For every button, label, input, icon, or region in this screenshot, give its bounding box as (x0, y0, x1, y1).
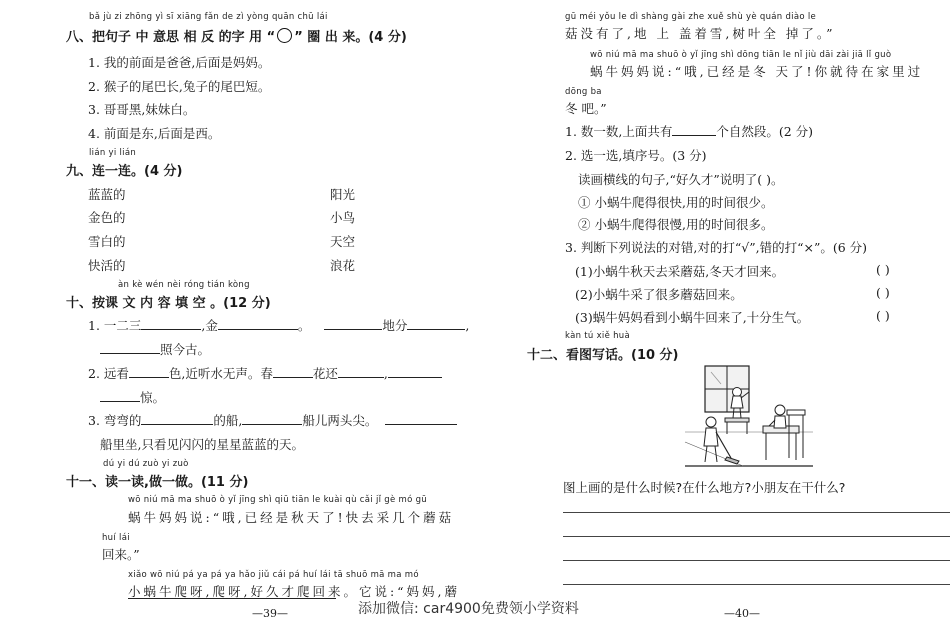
p3b-text: 冬 吧。” (565, 101, 607, 116)
s10-title: 十、按课 文 内 容 填 空 。(12 分) (66, 296, 271, 311)
blank-7[interactable] (273, 365, 313, 378)
s8-title-post: ” 圈 出 来。(4 分) (294, 30, 407, 45)
s11-p1b-pinyin: huí lái (102, 533, 130, 543)
s10-q3-b: 船儿两头尖。 (302, 413, 378, 428)
s12-pinyin: kàn tú xiě huà (565, 331, 630, 341)
classroom-cleaning-illustration (683, 362, 815, 470)
match-right-2: 小鸟 (330, 210, 356, 225)
s10-q1-d: , (465, 318, 470, 333)
s11-title: 十一、读一读,做一做。(11 分) (66, 475, 249, 490)
s8-item-2: 2. 猴子的尾巴长,兔子的尾巴短。 (88, 79, 271, 94)
s9-title: 九、连一连。(4 分) (66, 164, 183, 179)
s8-title-pre: 八、把句子 中 意思 相 反 的字 用 “ (66, 30, 276, 45)
q1-end: 个自然段。(2 分) (716, 124, 814, 139)
writing-line-3[interactable] (563, 560, 950, 561)
top-text: 菇没有了,地 上 盖着雪,树叶全 掉了。” (565, 26, 836, 41)
judge-2-answer[interactable]: ( ) (876, 285, 890, 300)
q2: 2. 选一选,填序号。(3 分) (565, 148, 707, 163)
s10-q3 (88, 411, 457, 429)
s10-q1-line2 (100, 340, 210, 358)
s10-q3-a: 的船, (213, 413, 243, 428)
left-page-number: —39— (252, 607, 288, 620)
match-left-2: 金色的 (88, 210, 126, 225)
blank-4[interactable] (407, 317, 465, 330)
s10-q1 (88, 316, 469, 334)
s8-item-3: 3. 哥哥黑,妹妹白。 (88, 102, 196, 117)
s11-p2-text: 小蜗牛爬呀,爬呀,好久才爬回来。它说:“妈妈,蘑 (128, 584, 461, 599)
judge-3: (3)蜗牛妈妈看到小蜗牛回来了,十分生气。 (575, 310, 810, 325)
s11-p1-pinyin: wō niú mā ma shuō ò yǐ jīng shì qiū tiān le kuài qù cǎi jǐ gè mó gū (128, 495, 427, 505)
s10-q1-b: 。 (297, 318, 311, 333)
watermark-text: 添加微信: car4900免费领小学资料 (358, 601, 579, 617)
s10-q1-a: ,金 (201, 318, 218, 333)
s10-q2-a: 色,近听水无声。春 (168, 366, 273, 381)
s10-q1-prefix: 1. 一二三 (88, 318, 142, 333)
writing-line-4[interactable] (563, 584, 950, 585)
blank-11[interactable] (141, 412, 213, 425)
s10-pinyin: àn kè wén nèi róng tián kòng (118, 280, 250, 290)
s11-underline (128, 598, 336, 599)
match-right-1: 阳光 (330, 187, 356, 202)
blank-6[interactable] (129, 365, 169, 378)
s11-p1-text: 蜗牛妈妈说:“哦,已经是秋天了!快去采几个蘑菇 (128, 510, 455, 525)
writing-prompt: 图上画的是什么时候?在什么地方?小朋友在干什么? (563, 480, 846, 495)
s12-title: 十二、看图写话。(10 分) (527, 348, 679, 363)
s8-title (66, 26, 407, 45)
blank-5[interactable] (100, 341, 160, 354)
s8-item-1: 1. 我的前面是爸爸,后面是妈妈。 (88, 55, 271, 70)
circle-symbol-icon (277, 28, 292, 43)
judge-1-answer[interactable]: ( ) (876, 262, 890, 277)
match-right-3: 天空 (330, 234, 356, 249)
q2-ask: 读画横线的句子,“好久才”说明了( )。 (578, 172, 784, 187)
s10-q1-c: 地分 (382, 318, 408, 333)
blank-2[interactable] (218, 317, 298, 330)
s10-q3-prefix: 3. 弯弯的 (88, 413, 142, 428)
judge-1: (1)小蜗牛秋天去采蘑菇,冬天才回来。 (575, 264, 785, 279)
match-right-4: 浪花 (330, 258, 356, 273)
p3-text: 蜗牛妈妈说:“哦,已经是冬 天了!你就待在家里过 (590, 64, 924, 79)
blank-1[interactable] (141, 317, 201, 330)
match-left-3: 雪白的 (88, 234, 126, 249)
blank-13[interactable] (385, 412, 457, 425)
s10-q2-b: 花还 (312, 366, 338, 381)
q1 (565, 122, 813, 140)
blank-9[interactable] (388, 365, 442, 378)
s8-item-4: 4. 前面是东,后面是西。 (88, 126, 221, 141)
blank-10[interactable] (100, 389, 140, 402)
q1-text: 1. 数一数,上面共有 (565, 124, 673, 139)
p3b-pinyin: dōng ba (565, 87, 602, 97)
writing-line-2[interactable] (563, 536, 950, 537)
writing-line-1[interactable] (563, 512, 950, 513)
match-left-4: 快活的 (88, 258, 126, 273)
s10-q2-line2 (100, 388, 165, 406)
s11-pinyin: dú yi dú zuò yi zuò (103, 459, 189, 469)
judge-2: (2)小蜗牛采了很多蘑菇回来。 (575, 287, 743, 302)
blank-12[interactable] (242, 412, 302, 425)
q1-blank[interactable] (672, 123, 716, 136)
s10-q1-line2-text: 照今古。 (160, 342, 211, 357)
s10-q2-line2-text: 惊。 (140, 390, 166, 405)
top-pinyin: gū méi yǒu le dì shàng gài zhe xuě shù yè quán diào le (565, 12, 817, 22)
q2-option-1[interactable]: ① 小蜗牛爬得很快,用的时间很少。 (578, 195, 774, 210)
q3: 3. 判断下列说法的对错,对的打“√”,错的打“×”。(6 分) (565, 240, 868, 255)
p3-pinyin: wō niú mā ma shuō ò yǐ jīng shì dōng tiān le nǐ jiù dāi zài jiā lǐ guò (590, 50, 892, 60)
match-left-1: 蓝蓝的 (88, 187, 126, 202)
s10-q3-line2: 船里坐,只看见闪闪的星星蓝蓝的天。 (100, 437, 304, 452)
s11-p2-pinyin: xiǎo wō niú pá ya pá ya hǎo jiǔ cái pá huí lái tā shuō mā ma mó (128, 570, 419, 580)
s11-p1b-text: 回来。” (102, 547, 140, 562)
judge-3-answer[interactable]: ( ) (876, 308, 890, 323)
s10-q2-c: , (383, 366, 388, 381)
blank-3[interactable] (324, 317, 382, 330)
s10-q2-prefix: 2. 远看 (88, 366, 129, 381)
q2-option-2[interactable]: ② 小蜗牛爬得很慢,用的时间很多。 (578, 217, 774, 232)
right-page-number: —40— (724, 607, 760, 620)
blank-8[interactable] (338, 365, 384, 378)
s8-pinyin: bǎ jù zi zhōng yì sī xiāng fǎn de zì yòng quān chū lái (89, 12, 328, 22)
s10-q2 (88, 364, 442, 382)
s9-pinyin: lián yi lián (89, 148, 137, 158)
